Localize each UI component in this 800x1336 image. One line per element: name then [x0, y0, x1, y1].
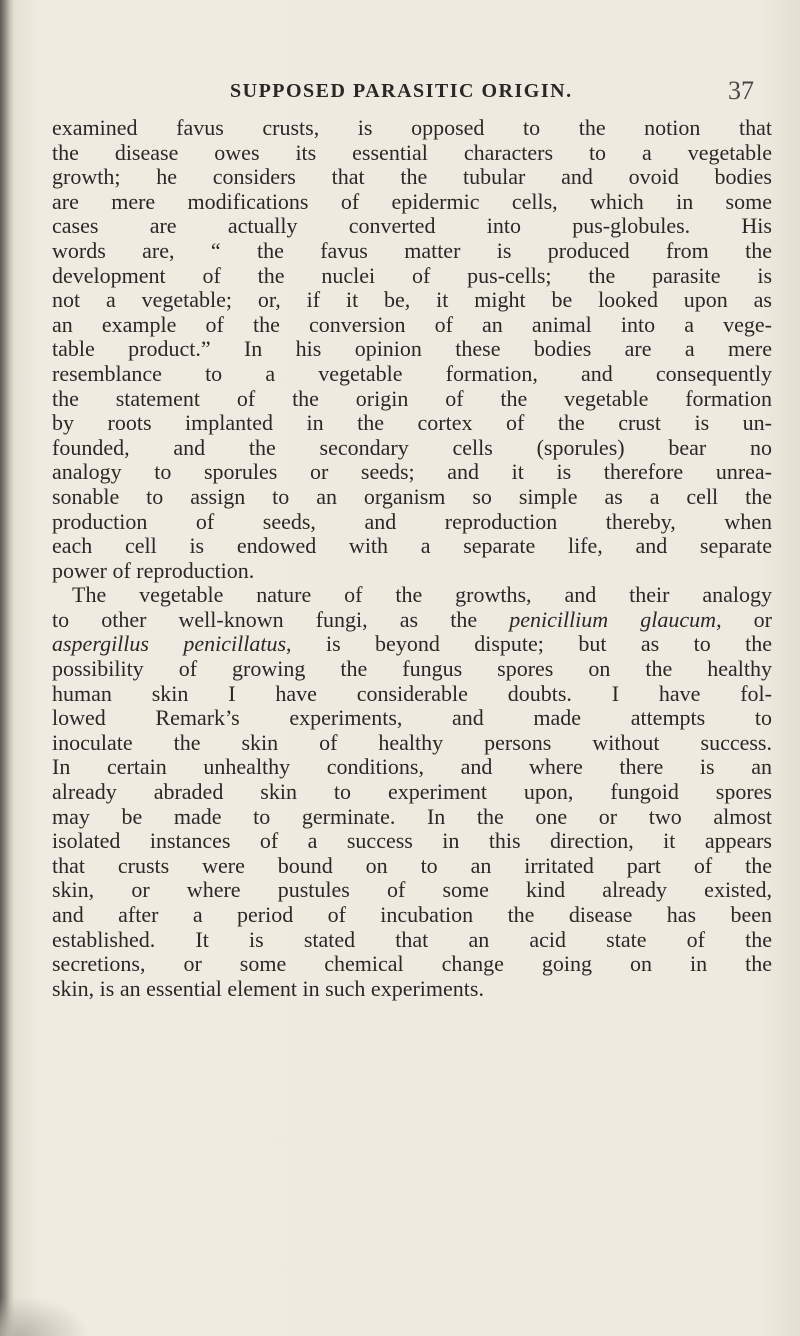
- text-line: established. It is stated that an acid state of the: [52, 926, 772, 952]
- italic-species-name: aspergillus penicillatus: [52, 631, 287, 657]
- text-line: lowed Remark’s experiments, and made attempts to: [52, 705, 772, 731]
- text-line: isolated instances of a success in this direction, it appears: [52, 828, 772, 854]
- text-line: that crusts were bound on to an irritated part of the: [52, 852, 772, 878]
- text-line: sonable to assign to an organism so simple as a cell the: [52, 483, 772, 509]
- page-binding-shadow: [0, 0, 14, 1336]
- text-line-with-italic: [52, 632, 772, 657]
- text-line: words are, “ the favus matter is produced from the: [52, 237, 772, 263]
- text-line: cases are actually converted into pus-globules. His: [52, 213, 772, 239]
- text-line: growth; he considers that the tubular and ovoid bodies: [52, 164, 772, 190]
- text-line: already abraded skin to experiment upon, fungoid spores: [52, 779, 772, 805]
- text-line: analogy to sporules or seeds; and it is therefore unrea-: [52, 459, 772, 485]
- text-line: by roots implanted in the cortex of the crust is un-: [52, 410, 772, 436]
- text-line: the disease owes its essential characters to a vegetable: [52, 139, 772, 165]
- text-line: each cell is endowed with a separate life, and separate: [52, 533, 772, 559]
- text-line: development of the nuclei of pus-cells; the parasite is: [52, 262, 772, 288]
- italic-species-name: penicillium glaucum: [509, 606, 717, 632]
- text-segment: to other well-known fungi, as the: [52, 606, 510, 632]
- page-smudge: [0, 1296, 90, 1336]
- text-line: resemblance to a vegetable formation, and consequently: [52, 360, 772, 386]
- text-line: secretions, or some chemical change going on in the: [52, 951, 772, 977]
- text-line: human skin I have considerable doubts. I have fol-: [52, 680, 772, 706]
- text-line: possibility of growing the fungus spores on the healthy: [52, 656, 772, 682]
- text-segment: , or: [716, 606, 772, 632]
- running-head: SUPPOSED PARASITIC ORIGIN.: [230, 80, 573, 102]
- text-line: power of reproduction.: [52, 557, 255, 583]
- text-line: founded, and the secondary cells (sporules) bear no: [52, 434, 772, 460]
- text-line: In certain unhealthy conditions, and where there is an: [52, 754, 772, 780]
- text-line: not a vegetable; or, if it be, it might be looked upon as: [52, 287, 772, 313]
- page-header: [0, 76, 800, 110]
- text-line: production of seeds, and reproduction thereby, when: [52, 508, 772, 534]
- text-line: table product.” In his opinion these bodies are a mere: [52, 336, 772, 362]
- text-line: inoculate the skin of healthy persons without success.: [52, 729, 772, 755]
- text-line: may be made to germinate. In the one or two almost: [52, 803, 772, 829]
- text-line-with-italic: [52, 608, 772, 633]
- text-line: examined favus crusts, is opposed to the notion that: [52, 115, 772, 140]
- text-line: skin, is an essential element in such experiments.: [52, 975, 484, 1001]
- text-line: are mere modifications of epidermic cells, which in some: [52, 188, 772, 214]
- text-line: the statement of the origin of the vegetable formation: [52, 385, 772, 411]
- page-number: 37: [728, 76, 754, 105]
- text-line: an example of the conversion of an animal into a vege-: [52, 311, 772, 337]
- text-segment: , is beyond dispute; but as to the: [286, 631, 773, 657]
- text-line: skin, or where pustules of some kind already existed,: [52, 877, 772, 903]
- text-line: and after a period of incubation the disease has been: [52, 902, 772, 927]
- body-text: [52, 116, 772, 1001]
- text-line: The vegetable nature of the growths, and their analogy: [72, 582, 772, 608]
